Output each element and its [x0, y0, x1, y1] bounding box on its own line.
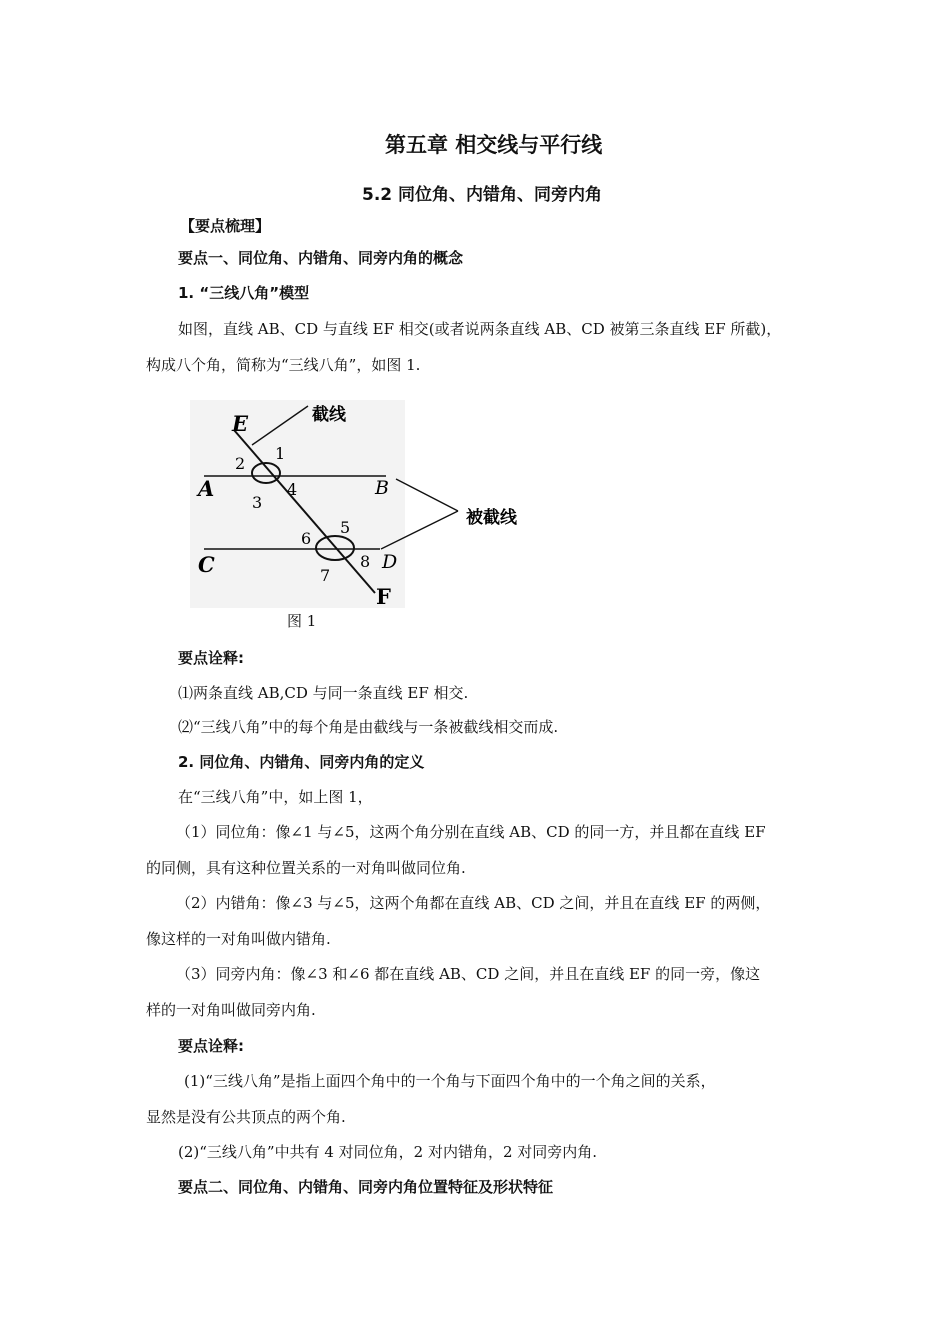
three-lines-eight-angles-figure — [190, 395, 540, 615]
note1-item-1: ⑴两条直线 AB,CD 与同一条直线 EF 相交. — [178, 684, 469, 702]
angle-label-2: 2 — [235, 454, 246, 473]
definition-2-line-1: （2）内错角：像∠3 与∠5，这两个角都在直线 AB、CD 之间，并且在直线 EF 的两侧， — [176, 894, 771, 912]
intro-line-2: 构成八个角，简称为“三线八角”，如图 1. — [146, 356, 421, 374]
figure-caption: 图 1 — [287, 612, 317, 630]
note2-item-1-line-2: 显然是没有公共顶点的两个角. — [146, 1108, 346, 1126]
definition-2-line-2: 像这样的一对角叫做内错角. — [146, 930, 331, 948]
point2-title: 要点二、同位角、内错角、同旁内角位置特征及形状特征 — [178, 1178, 554, 1196]
chapter-title: 第五章 相交线与平行线 — [385, 133, 603, 157]
note2-item-1-line-1: (1)“三线八角”是指上面四个角中的一个角与下面四个角中的一个角之间的关系， — [184, 1072, 716, 1090]
angle-label-6: 6 — [301, 529, 312, 548]
section-header: 【要点梳理】 — [180, 217, 271, 235]
definition-1-line-2: 的同侧，具有这种位置关系的一对角叫做同位角. — [146, 859, 466, 877]
point-label-e: E — [232, 411, 249, 436]
angle-label-7: 7 — [320, 566, 331, 585]
transversal-label: 截线 — [312, 405, 346, 425]
point1-title: 要点一、同位角、内错角、同旁内角的概念 — [178, 249, 464, 267]
note1-item-2: ⑵“三线八角”中的每个角是由截线与一条被截线相交而成. — [178, 718, 559, 736]
point-label-c: C — [198, 552, 215, 577]
note1-title: 要点诠释: — [178, 649, 244, 667]
angle-label-1: 1 — [275, 444, 286, 463]
section-title: 5.2 同位角、内错角、同旁内角 — [362, 185, 603, 205]
intro-line-1: 如图，直线 AB、CD 与直线 EF 相交(或者说两条直线 AB、CD 被第三条直线 EF 所截)， — [178, 320, 782, 338]
point-label-a: A — [198, 476, 215, 501]
angle-label-8: 8 — [360, 552, 371, 571]
definition-1-line-1: （1）同位角：像∠1 与∠5，这两个角分别在直线 AB、CD 的同一方，并且都在直线 EF — [176, 823, 766, 841]
angle-label-5: 5 — [340, 518, 351, 537]
definition-3-line-1: （3）同旁内角：像∠3 和∠6 都在直线 AB、CD 之间，并且在直线 EF 的同一旁，像这 — [176, 965, 761, 983]
item2-title: 2. 同位角、内错角、同旁内角的定义 — [178, 753, 425, 771]
point-label-d: D — [382, 551, 398, 573]
point-label-f: F — [376, 584, 391, 609]
note2-item-2: (2)“三线八角”中共有 4 对同位角，2 对内错角，2 对同旁内角. — [178, 1143, 598, 1161]
definition-intro: 在“三线八角”中，如上图 1， — [178, 788, 373, 806]
note2-title: 要点诠释: — [178, 1037, 244, 1055]
item1-title: 1. “三线八角”模型 — [178, 284, 310, 302]
definition-3-line-2: 样的一对角叫做同旁内角. — [146, 1001, 316, 1019]
cut-line-pointer-upper — [396, 479, 458, 511]
point-label-b: B — [375, 477, 389, 499]
angle-label-4: 4 — [287, 480, 298, 499]
cut-lines-label: 被截线 — [466, 508, 517, 528]
angle-label-3: 3 — [252, 493, 263, 512]
